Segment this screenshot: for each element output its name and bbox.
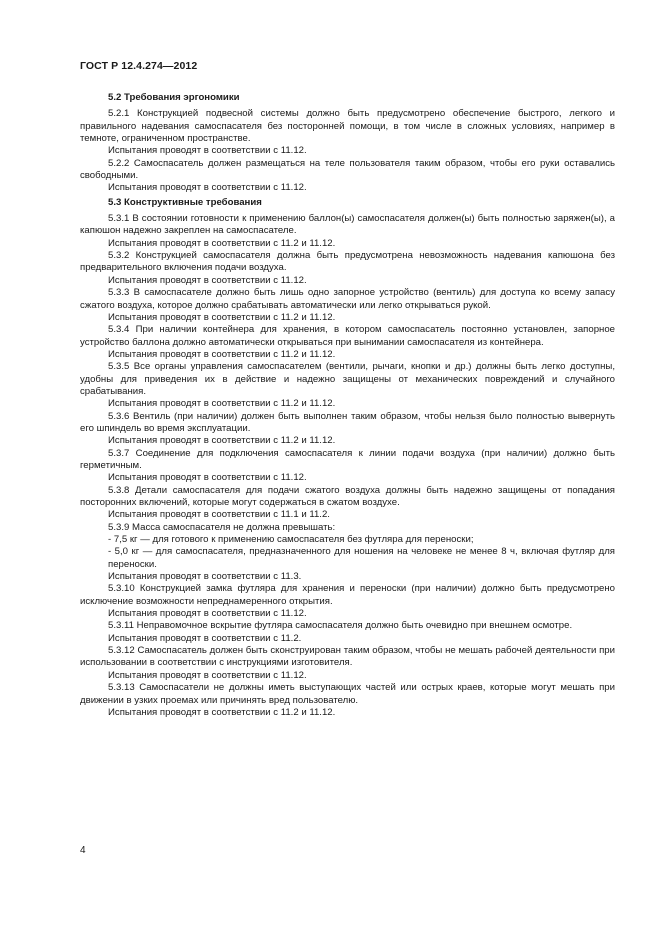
clause-5-3-7: 5.3.7 Соединение для подключения самоспасателя к линии подачи воздуха (при наличии) должно быть герметичным. — [80, 447, 615, 471]
document-body — [80, 92, 615, 719]
clause-5-3-2: 5.3.2 Конструкцией самоспасателя должна быть предусмотрена невозможность надевания капюшона без предварительного включения подачи воздуха. — [80, 250, 615, 274]
clause-5-3-6: 5.3.6 Вентиль (при наличии) должен быть выполнен таким образом, чтобы нельзя было полностью вывернуть его шпиндель во время эксплуатации. — [80, 410, 615, 434]
page-number: 4 — [80, 845, 86, 856]
clause-5-3-11: 5.3.11 Неправомочное вскрытие футляра самоспасателя должно быть очевидно при внешнем осмотре. — [108, 620, 573, 632]
test-reference: Испытания проводят в соответствии с 11.2 и 11.12. — [108, 237, 336, 249]
list-item-mass-5-0: - 5,0 кг — для самоспасателя, предназначенного для ношения на человеке не менее 8 ч, включая футляр для переноски. — [108, 546, 615, 570]
test-reference: Испытания проводят в соответствии с 11.12. — [108, 145, 307, 157]
clause-5-3-9: 5.3.9 Масса самоспасателя не должна превышать: — [108, 521, 336, 533]
section-heading-5-2: 5.2 Требования эргономики — [108, 92, 240, 103]
document-header: ГОСТ Р 12.4.274—2012 — [80, 60, 198, 72]
clause-5-3-4: 5.3.4 При наличии контейнера для хранения, в котором самоспасатель постоянно установлен, запорное устройство баллона должно автоматически открываться при вынимании самоспасателя из контейнера. — [80, 324, 615, 348]
test-reference: Испытания проводят в соответствии с 11.2 и 11.12. — [108, 311, 336, 323]
clause-5-3-5: 5.3.5 Все органы управления самоспасателем (вентили, рычаги, кнопки и др.) должны быть легко доступны, удобны для приведения их в действие и надежно защищены от механических повреждений и случайного срабатывания. — [80, 361, 615, 397]
test-reference: Испытания проводят в соответствии с 11.3. — [108, 571, 302, 583]
section-heading-5-3: 5.3 Конструктивные требования — [108, 196, 262, 208]
clause-5-2-2: 5.2.2 Самоспасатель должен размещаться на теле пользователя таким образом, чтобы его руки оставались свободными. — [80, 157, 615, 182]
clause-5-3-3: 5.3.3 В самоспасателе должно быть лишь одно запорное устройство (вентиль) для доступа ко всему запасу сжатого воздуха, которое должно срабатывать автоматически или легко открываться рукой. — [80, 287, 615, 311]
test-reference: Испытания проводят в соответствии с 11.1 и 11.2. — [108, 509, 330, 521]
test-reference: Испытания проводят в соответствии с 11.2 и 11.12. — [108, 348, 336, 360]
clause-5-3-12: 5.3.12 Самоспасатель должен быть сконструирован таким образом, чтобы не мешать рабочей деятельности при использовании в соответствии с инструкциями изготовителя. — [80, 645, 615, 669]
test-reference: Испытания проводят в соответствии с 11.12. — [108, 274, 307, 286]
test-reference: Испытания проводят в соответствии с 11.2 и 11.12. — [108, 435, 336, 447]
test-reference: Испытания проводят в соответствии с 11.2 и 11.12. — [108, 706, 336, 718]
test-reference: Испытания проводят в соответствии с 11.2. — [108, 632, 302, 644]
clause-5-3-10: 5.3.10 Конструкцией замка футляра для хранения и переноски (при наличии) должно быть предусмотрено исключение возможности непреднамеренного открытия. — [80, 583, 615, 607]
clause-5-3-8: 5.3.8 Детали самоспасателя для подачи сжатого воздуха должны быть надежно защищены от попадания посторонних включений, которые могут содержаться в сжатом воздухе. — [80, 484, 615, 508]
clause-5-3-13: 5.3.13 Самоспасатели не должны иметь выступающих частей или острых краев, которые могут мешать при движении в узких проемах или причинять вред пользователю. — [80, 682, 615, 706]
clause-5-3-1: 5.3.1 В состоянии готовности к применению баллон(ы) самоспасателя должен(ы) быть полностью заряжен(ы), а капюшон надежно закреплен на самоспасателе. — [80, 213, 615, 237]
test-reference: Испытания проводят в соответствии с 11.12. — [108, 472, 307, 484]
test-reference: Испытания проводят в соответствии с 11.12. — [108, 608, 307, 620]
list-item-mass-7-5: - 7,5 кг — для готового к применению самоспасателя без футляра для переноски; — [108, 534, 474, 546]
test-reference: Испытания проводят в соответствии с 11.2 и 11.12. — [108, 398, 336, 410]
test-reference: Испытания проводят в соответствии с 11.12. — [108, 669, 307, 681]
clause-5-2-1: 5.2.1 Конструкцией подвесной системы должно быть предусмотрено обеспечение быстрого, легкого и правильного надевания самоспасателя без посторонней помощи, в том числе в сложных условиях, например в темноте, ограниченном пространстве. — [80, 108, 615, 145]
test-reference: Испытания проводят в соответствии с 11.12. — [108, 182, 307, 194]
